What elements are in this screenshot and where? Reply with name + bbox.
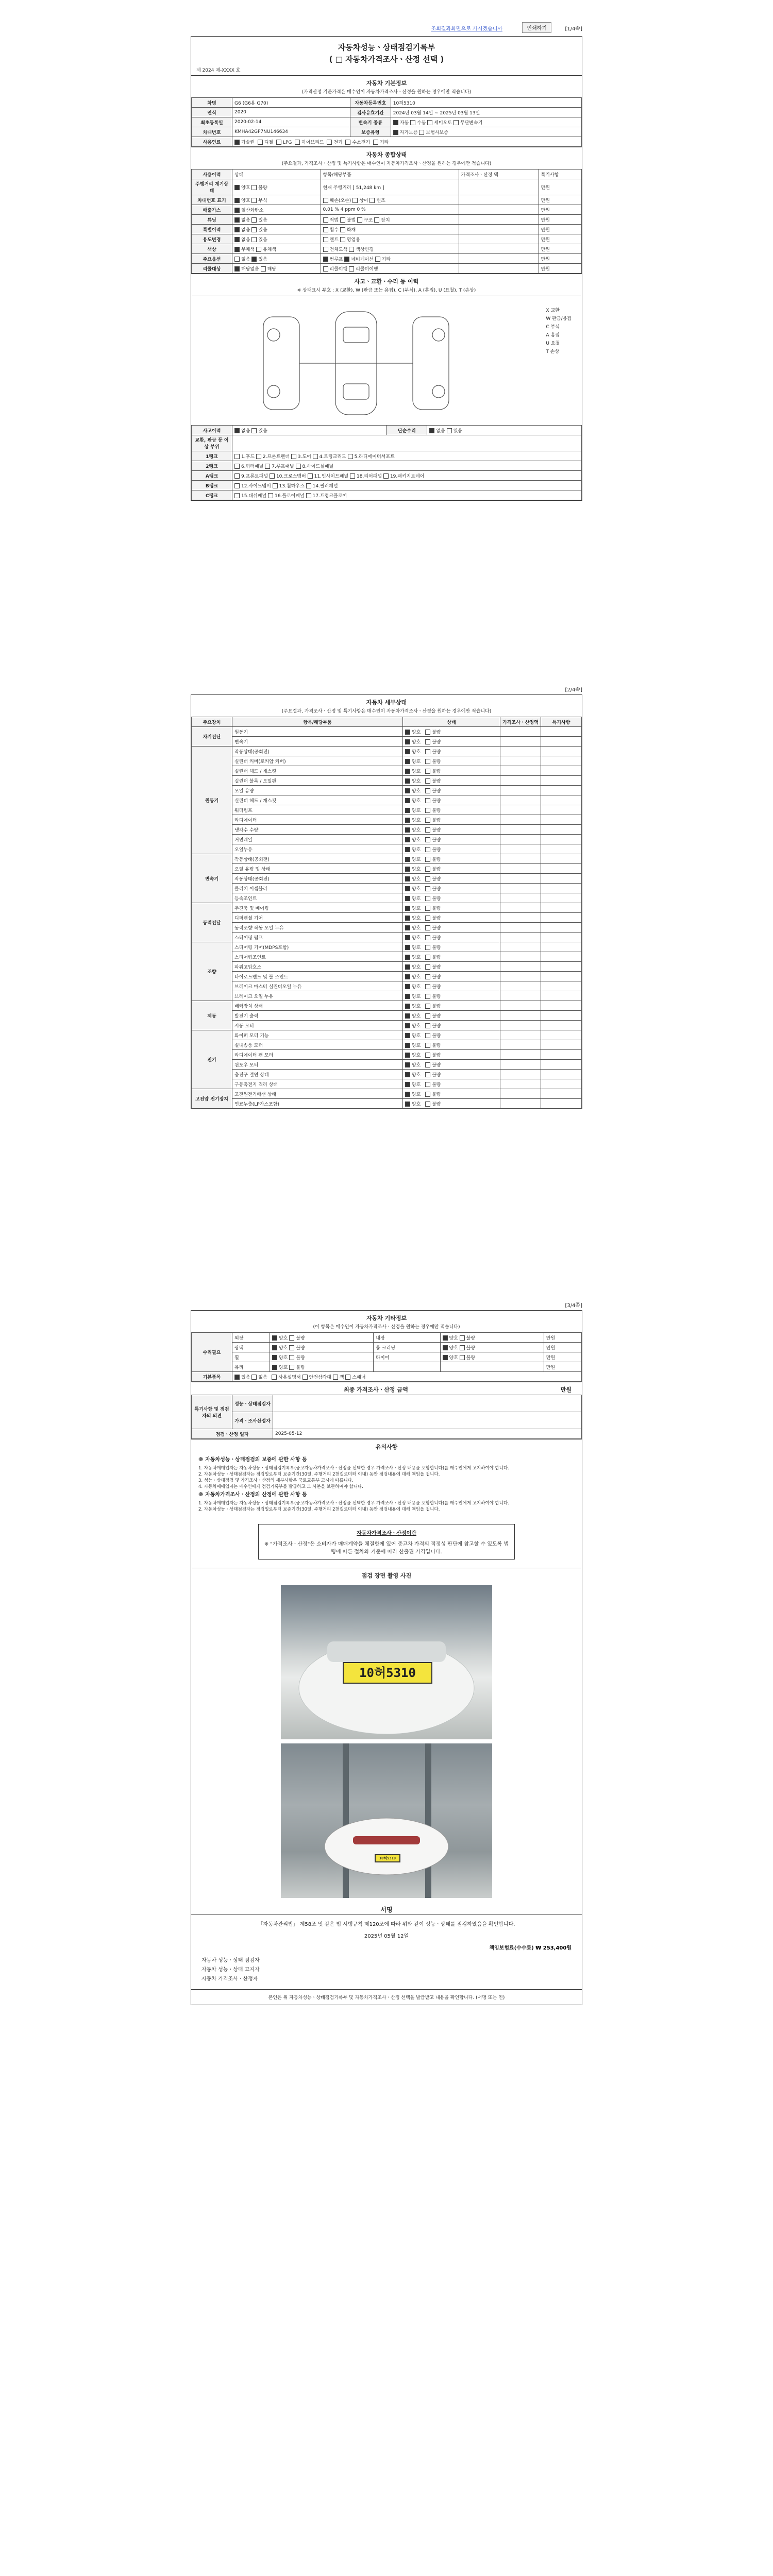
damage-legend: X 교환 W 판금/용접 C 부식 A 흠집 U 요철 T 손상 (546, 308, 572, 354)
detail-row (192, 1021, 582, 1030)
detail-item-status: 양호 불량 (403, 1050, 500, 1060)
label-inspect-period: 검사유효기간 (350, 108, 391, 117)
detail-item-label: 오일 유량 (232, 786, 403, 795)
detail-item-label: 구동축전지 격리 상태 (232, 1079, 403, 1089)
detail-item-status: 양호 불량 (403, 991, 500, 1001)
detail-item-status: 양호 불량 (403, 1001, 500, 1011)
label-year: 연식 (192, 108, 232, 117)
detail-item-label: 오일누유 (232, 844, 403, 854)
accident-table: 사고이력 없음 있음 단순수리 없음 있음 교환, 판금 등 이상 부위 1랭크 1.후드 2.프론트펜더 3.도어 4.트렁크리드 5.라디에이터서포트 2랭크 6.쿼터패널 7.루프패널 8.사이드실패널 A랭크 9.프론트패널 10.크로스멤버 11.인사이드패널 18.리어패널 19.패키지트레이 B랭크 12.사이드멤버 13.휠하우스 14.필러패널 C랭크 15.대쉬패널 16.플로어패널 17.트렁크플로어 (191, 425, 582, 500)
detail-row (192, 1060, 582, 1070)
etc-heading: 자동차 기타정보 (366, 1315, 407, 1321)
detail-item-status: 양호 불량 (403, 981, 500, 991)
overall-state-heading: 자동차 종합상태 (191, 147, 582, 160)
vin-value: KMHA42GP7NU146634 (232, 127, 350, 137)
detail-item-status: 양호 불량 (403, 923, 500, 933)
detail-item-label: 브레이크 마스터 실린더오일 누유 (232, 981, 403, 991)
detail-item-status: 양호 불량 (403, 952, 500, 962)
detail-item-label: 시동 모터 (232, 1021, 403, 1030)
detail-item-status: 양호 불량 (403, 1040, 500, 1050)
special-table: 특기사항 및 점검자의 의견 성능ㆍ상태점검자 가격ㆍ조사산정자 점검ㆍ산정 일자 2025-05-12 (191, 1395, 582, 1439)
year-value: 2020 (232, 108, 350, 117)
page-2 (191, 685, 582, 1109)
detail-row (192, 903, 582, 913)
detail-item-status: 양호 불량 (403, 815, 500, 825)
basic-info-note: (가격산정 기준가격은 매수인이 자동차가격조사ㆍ산정을 원하는 경우에만 적습니다) (301, 90, 472, 95)
detail-item-label: 변속기 (232, 737, 403, 747)
detail-row (192, 815, 582, 825)
transmission-value: 자동 수동 세미오토 무단변속기 (391, 117, 581, 127)
detail-item-status: 양호 불량 (403, 727, 500, 737)
label-car-name: 차명 (192, 98, 232, 108)
detail-row (192, 962, 582, 972)
detail-row (192, 805, 582, 815)
detail-row (192, 795, 582, 805)
final-price-heading: 최종 가격조사ㆍ산정 금액 만원 (191, 1382, 582, 1395)
detail-row (192, 854, 582, 864)
detail-item-label: 스티어링 기어(MDPS포함) (232, 942, 403, 952)
signature-heading: 서명 (380, 1906, 393, 1913)
basic-info-table (191, 97, 582, 147)
detail-group-label: 변속기 (192, 854, 232, 903)
detail-item-label: 실린더 헤드 / 개스킷 (232, 766, 403, 776)
detail-row (192, 972, 582, 981)
detail-item-label: 냉각수 수량 (232, 825, 403, 835)
detail-row (192, 1030, 582, 1040)
detail-item-status: 양호 불량 (403, 786, 500, 795)
detail-item-label: 오일 유량 및 상태 (232, 864, 403, 874)
car-body-diagram (258, 307, 454, 420)
detail-item-label: 실내송풍 모터 (232, 1040, 403, 1050)
page-3-number: [3/4쪽] (565, 1303, 582, 1309)
inspect-date-value: 2025-05-12 (273, 1429, 582, 1439)
inspect-period-value: 2024년 03월 14일 ~ 2025년 03월 13일 (391, 108, 581, 117)
detail-item-status: 양호 불량 (403, 795, 500, 805)
overall-state-note: (주요결과, 가격조사ㆍ산정 및 특기사항은 매수인이 자동차가격조사ㆍ산정을 원하는 경우에만 적습니다) (281, 161, 492, 166)
warranty-value: 자가보증 보험사보증 (391, 127, 581, 137)
detail-item-label: 충전구 절연 상태 (232, 1070, 403, 1079)
detail-item-label: 커먼레일 (232, 835, 403, 844)
detail-item-status: 양호 불량 (403, 756, 500, 766)
etc-table: 수리필요 외장 양호 불량 내장 양호 불량 만원 광택 양호 불량 룸 크리닝 양호 불량 만원 휠 양호 불량 타이어 양호 불량 만원 유리 양호 불량 만원 기본품목 있음 없음 사용설명서 안전삼각대 잭 스패너 (191, 1332, 582, 1382)
inspection-photo-front (281, 1585, 492, 1739)
fuel-options: 가솔린 디젤 LPG 하이브리드 전기 수소전기 기타 (232, 137, 582, 147)
document-subtitle: ( □ 자동차가격조사ㆍ산정 선택 ) (329, 55, 444, 64)
detail-row (192, 893, 582, 903)
print-button[interactable]: 인쇄하기 (522, 22, 551, 33)
detail-item-status: 양호 불량 (403, 854, 500, 864)
detail-item-label: 실린더 헤드 / 개스킷 (232, 795, 403, 805)
detail-item-status: 양호 불량 (403, 1060, 500, 1070)
page-2-number: [2/4쪽] (565, 687, 582, 693)
detail-item-status: 양호 불량 (403, 962, 500, 972)
detail-item-label: 브레이크 오일 누유 (232, 991, 403, 1001)
detail-item-label: 작동상태(공회전) (232, 747, 403, 756)
detail-group-label: 제동 (192, 1001, 232, 1030)
detail-item-label: 라디에이터 팬 모터 (232, 1050, 403, 1060)
detail-row (192, 884, 582, 893)
record-frame-1 (191, 36, 582, 501)
detail-item-status: 양호 불량 (403, 776, 500, 786)
mileage-value: 현재 주행거리 [ 51,248 km ] (321, 179, 459, 195)
detail-item-status: 양호 불량 (403, 884, 500, 893)
detail-group-label: 자기진단 (192, 727, 232, 747)
detail-item-status: 양호 불량 (403, 913, 500, 923)
detail-row (192, 874, 582, 884)
detail-item-label: 동력조향 작동 오일 누유 (232, 923, 403, 933)
detail-heading: 자동차 세부상태 (366, 699, 407, 706)
detail-item-label: 작동상태(공회전) (232, 854, 403, 864)
detail-item-label: 클러치 어셈블리 (232, 884, 403, 893)
detail-item-label: 워터펌프 (232, 805, 403, 815)
photo-heading: 점검 장면 촬영 사진 (191, 1568, 582, 1581)
detail-group-label: 동력전달 (192, 903, 232, 942)
detail-row (192, 1040, 582, 1050)
detail-group-label: 원동기 (192, 747, 232, 854)
car-diagram-box (191, 296, 582, 425)
detail-note: (주요결과, 가격조사ㆍ산정 및 특기사항은 매수인이 자동차가격조사ㆍ산정을 원하는 경우에만 적습니다) (281, 709, 492, 714)
detail-item-status: 양호 불량 (403, 1079, 500, 1089)
detail-item-status: 양호 불량 (403, 1030, 500, 1040)
detail-item-status: 양호 불량 (403, 805, 500, 815)
detail-item-label: 작동상태(공회전) (232, 874, 403, 884)
detail-item-label: 라디에이터 (232, 815, 403, 825)
detail-row (192, 737, 582, 747)
tuning-label: 튜닝 (192, 215, 232, 225)
view-result-link[interactable]: 조회결과화면으로 가시겠습니까 (431, 26, 502, 32)
detail-item-label: 연료누출(LP가스포함) (232, 1099, 403, 1109)
record-frame-2 (191, 694, 582, 1109)
detail-item-label: 파워고압호스 (232, 962, 403, 972)
detail-item-status: 양호 불량 (403, 835, 500, 844)
detail-row (192, 786, 582, 795)
detail-row (192, 942, 582, 952)
basic-info-heading: 자동차 기본정보 (191, 75, 582, 88)
footer-confirmation: 본인은 위 자동차성능ㆍ상태점검기록부 및 자동차가격조사ㆍ산정 선택을 발급받고 내용을 확인합니다. (서명 또는 인) (191, 1989, 582, 2005)
detail-row (192, 933, 582, 942)
license-plate-2: 10허5310 (375, 1854, 400, 1862)
detail-row (192, 1070, 582, 1079)
detail-row (192, 923, 582, 933)
detail-item-status: 양호 불량 (403, 903, 500, 913)
detail-row (192, 747, 582, 756)
detail-row (192, 1079, 582, 1089)
detail-row (192, 1001, 582, 1011)
detail-item-label: 등속조인트 (232, 893, 403, 903)
signature-area: 「자동차관리법」 제58조 및 같은 법 시행규칙 제120조에 따라 위와 같이 성능ㆍ상태를 점검하였음을 확인합니다. 2025년 05월 12일 책임보험료(수수료) ₩ 253,400원 자동차 성능ㆍ상태 점검자 자동차 성능ㆍ상태 고지자 자동차 가격조사ㆍ산정자 (191, 1914, 582, 1989)
detail-row (192, 1099, 582, 1109)
label-transmission: 변속기 종류 (350, 117, 391, 127)
detail-row (192, 1011, 582, 1021)
detail-table: 주요장치 항목/해당부품 상태 가격조사ㆍ산정액 특기사항 자기진단 원동기 양호 불량 변속기 양호 불량 원동기 작동상태(공회전) 양호 불량 실린더 커버(로커암 커버) 양호 불량 실린더 헤드 / 개스킷 양호 불량 실린더 블록 / 오일팬 양호 불량 오일 유량 양호 불량 실린더 헤드 / 개스킷 양호 불량 워터펌프 양호 불량 라디에이터 양호 불량 냉각수 수량 양호 불량 커먼레일 양호 불량 오일누유 양호 불량 변속기 작동상태(공회전) 양호 불량 오일 유량 및 상태 양호 불량 작동상태(공회전) 양호 불량 클러치 어셈블리 양호 불량 등속조인트 양호 불량 동력전달 추진축 및 베어링 양호 불량 디퍼렌셜 기어 양호 불량 동력조향 작동 오일 누유 양호 불량 스티어링 펌프 양호 불량 조향 스티어링 기어(MDPS포함) 양호 불량 스티어링조인트 양호 불량 파워고압호스 양호 불량 타이로드엔드 및 볼 조인트 양호 불량 브레이크 마스터 실린더오일 누유 양호 불량 브레이크 오일 누유 양호 불량 제동 배력장치 상태 양호 불량 발전기 출력 양호 불량 시동 모터 양호 불량 전기 와이퍼 모터 기능 양호 불량 실내송풍 모터 양호 불량 라디에이터 팬 모터 양호 불량 윈도우 모터 양호 불량 충전구 절연 상태 양호 불량 구동축전지 격리 상태 양호 불량 고전압 전기장치 고전원전기배선 상태 양호 불량 연료누출(LP가스포함) 양호 불량 (191, 717, 582, 1109)
detail-row (192, 756, 582, 766)
detail-item-label: 스티어링 펌프 (232, 933, 403, 942)
detail-item-status: 양호 불량 (403, 972, 500, 981)
detail-row (192, 844, 582, 854)
label-fuel: 사용연료 (192, 137, 232, 147)
page-indicator: [1/4쪽] (565, 26, 582, 32)
car-name-value: G6 (G6용 G70) (232, 98, 350, 108)
detail-item-label: 타이로드엔드 및 볼 조인트 (232, 972, 403, 981)
car-rear-photo (281, 1743, 492, 1898)
detail-group-label: 전기 (192, 1030, 232, 1089)
accident-note: ※ 상태표시 부호 : X (교환), W (판금 또는 용접), C (부식), A (흠집), U (요철), T (손상) (297, 288, 476, 293)
detail-row (192, 991, 582, 1001)
record-frame-3 (191, 1310, 582, 2005)
detail-item-status: 양호 불량 (403, 747, 500, 756)
label-first-reg: 최초등록일 (192, 117, 232, 127)
plate-value: 10허5310 (391, 98, 581, 108)
detail-item-label: 윈도우 모터 (232, 1060, 403, 1070)
detail-row (192, 913, 582, 923)
detail-item-label: 발전기 출력 (232, 1011, 403, 1021)
top-toolbar (191, 21, 582, 36)
detail-item-label: 고전원전기배선 상태 (232, 1089, 403, 1099)
detail-item-label: 디퍼렌셜 기어 (232, 913, 403, 923)
page-3 (191, 1301, 582, 2005)
overall-state-table: 사용이력 상태 항목/해당부품 가격조사ㆍ산정 액 특기사항 주행거리 계기상태 양호 불량 현재 주행거리 [ 51,248 km ] 만원 차대번호 표기 양호 부식 훼손(오손) 상이 변조 만원 배출가스 일산화탄소 0.01 % 4 ppm 0 % 만원 튜닝 없음 있음 적법 불법 구조 장치 만원 특별이력 없음 있음 침수 화재 만원 용도변경 없음 있음 렌트 영업용 만원 색상 무채색 유채색 전체도색 색상변경 만원 주요옵션 없음 있음 썬루프 네비게이션 기타 만원 리콜대상 해당없음 해당 리콜이행 리콜미이행 만원 (191, 169, 582, 274)
detail-item-label: 와이퍼 모터 기능 (232, 1030, 403, 1040)
detail-item-status: 양호 불량 (403, 1089, 500, 1099)
emissions-value: 0.01 % 4 ppm 0 % (321, 205, 459, 215)
detail-item-status: 양호 불량 (403, 844, 500, 854)
detail-item-status: 양호 불량 (403, 893, 500, 903)
detail-item-status: 양호 불량 (403, 1021, 500, 1030)
price-explain-box: 자동차가격조사ㆍ산정이란 ※ "가격조사ㆍ산정"은 소비자가 매매계약을 체결함에 있어 중고차 가격의 적정성 판단에 참고할 수 있도록 법령에 따른 절차와 기준에 따라 산출된 가격입니다. (258, 1524, 515, 1560)
document-title: 자동차성능ㆍ상태점검기록부 (338, 43, 435, 52)
accident-heading: 사고ㆍ교환ㆍ수리 등 이력 (191, 274, 582, 286)
detail-item-status: 양호 불량 (403, 1011, 500, 1021)
detail-row (192, 981, 582, 991)
detail-row (192, 1050, 582, 1060)
detail-item-label: 스티어링조인트 (232, 952, 403, 962)
inspection-photo-rear (281, 1743, 492, 1898)
detail-group-label: 조향 (192, 942, 232, 1001)
detail-row (192, 776, 582, 786)
detail-item-status: 양호 불량 (403, 766, 500, 776)
detail-item-label: 배력장치 상태 (232, 1001, 403, 1011)
detail-item-status: 양호 불량 (403, 1099, 500, 1109)
notice-block: ※ 자동차성능ㆍ상태점검의 보증에 관한 사항 등 1. 자동차매매업자는 자동차성능ㆍ상태점검기록부(중고자동차가격조사ㆍ산정을 선택한 경우 가격조사ㆍ산정 내용을 포함합니다)를 매수인에게 고지하여야 합니다. 2. 자동차성능ㆍ상태점검자는 점검일로부터 보증기간(30일, 주행거리 2천킬로미터 이내) 동안 점검내용에 대해 책임을 집니다. 3. 성능ㆍ상태점검 및 가격조사ㆍ산정의 세부사항은 국토교통부 고시에 따릅니다. 4. 자동차매매업자는 매수인에게 점검기록부를 발급하고 그 사본을 보관하여야 합니다. ※ 자동차가격조사ㆍ산정의 산정에 관한 사항 등 1. 자동차매매업자는 자동차성능ㆍ상태점검기록부(중고자동차가격조사ㆍ산정을 선택한 경우 가격조사ㆍ산정 내용을 포함합니다)를 매수인에게 고지하여야 합니다. 2. 자동차성능ㆍ상태점검자는 점검일로부터 보증기간(30일, 주행거리 2천킬로미터 이내) 동안 점검내용에 대해 책임을 집니다. (198, 1457, 509, 1512)
detail-row (192, 835, 582, 844)
detail-item-label: 실린더 블록 / 오일팬 (232, 776, 403, 786)
detail-item-label: 원동기 (232, 727, 403, 737)
detail-row (192, 727, 582, 737)
first-reg-value: 2020-02-14 (232, 117, 350, 127)
detail-item-label: 실린더 커버(로커암 커버) (232, 756, 403, 766)
detail-item-status: 양호 불량 (403, 933, 500, 942)
detail-row (192, 766, 582, 776)
detail-item-status: 양호 불량 (403, 874, 500, 884)
detail-row (192, 825, 582, 835)
detail-item-status: 양호 불량 (403, 942, 500, 952)
label-vin: 차대번호 (192, 127, 232, 137)
etc-note: (이 항목은 매수인이 자동차가격조사ㆍ산정을 원하는 경우에만 적습니다) (313, 1325, 460, 1330)
label-plate: 자동차등록번호 (350, 98, 391, 108)
document-number: 제 2024 제-XXXX 호 (196, 68, 241, 73)
detail-row (192, 1089, 582, 1099)
detail-item-status: 양호 불량 (403, 825, 500, 835)
detail-item-status: 양호 불량 (403, 737, 500, 747)
detail-item-label: 추진축 및 베어링 (232, 903, 403, 913)
page-1 (191, 21, 582, 501)
detail-group-label: 고전압 전기장치 (192, 1089, 232, 1109)
detail-item-status: 양호 불량 (403, 864, 500, 874)
label-warranty: 보증유형 (350, 127, 391, 137)
notice-heading: 유의사항 (191, 1439, 582, 1452)
detail-item-status: 양호 불량 (403, 1070, 500, 1079)
detail-row (192, 864, 582, 874)
detail-row (192, 952, 582, 962)
license-plate-1: 10허5310 (343, 1662, 432, 1684)
